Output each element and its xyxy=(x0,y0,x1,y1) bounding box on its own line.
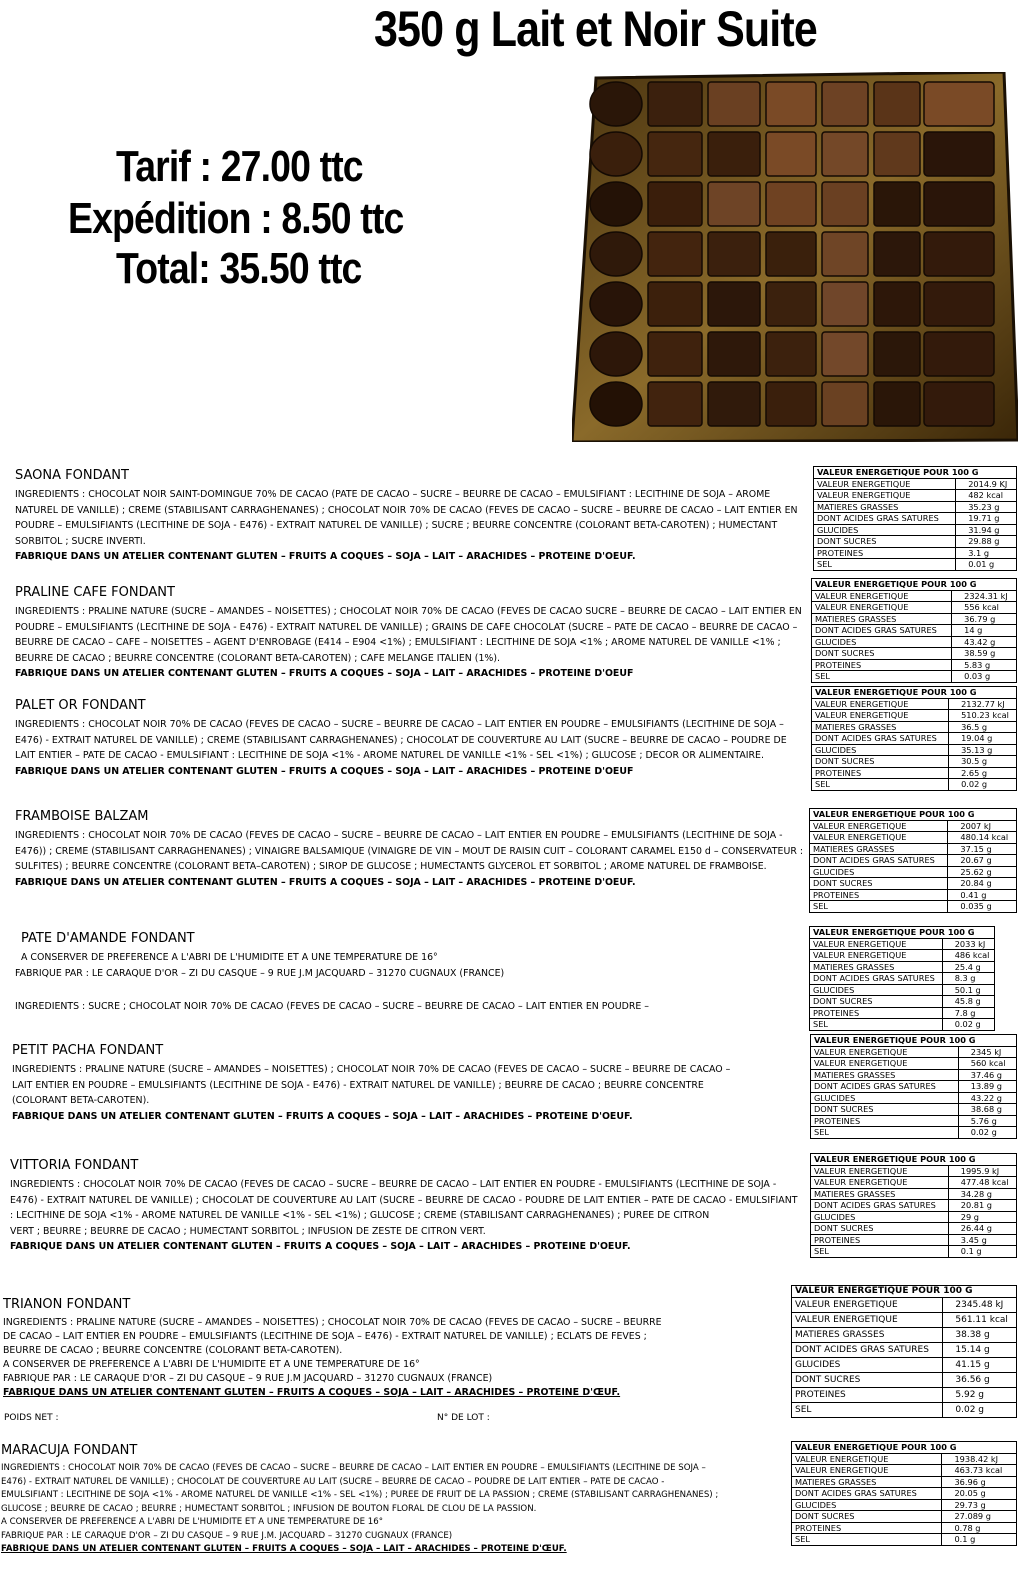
nutrition-header: VALEUR ENERGETIQUE POUR 100 G xyxy=(812,687,1017,699)
nutrient-label: MATIERES GRASSES xyxy=(810,843,948,855)
nutrition-header: VALEUR ENERGETIQUE POUR 100 G xyxy=(792,1286,1017,1298)
nutrient-value: 561.11 kcal xyxy=(943,1312,1017,1327)
nutrient-value: 25.62 g xyxy=(948,866,1017,878)
nutrient-value: 5.76 g xyxy=(958,1115,1016,1127)
nutrient-label: VALEUR ENERGETIQUE xyxy=(811,1046,959,1058)
nutrient-label: GLUCIDES xyxy=(810,984,943,996)
fabrique-par: FABRIQUE PAR : LE CARAQUE D'OR – ZI DU CASQUE – 9 RUE J.M JACQUARD – 31270 CUGNAUX (FRANCE) xyxy=(15,967,505,979)
nutrient-label: MATIERES GRASSES xyxy=(811,1069,959,1081)
product-name: SAONA FONDANT xyxy=(15,468,129,483)
nutrient-value: 15.14 g xyxy=(943,1342,1017,1357)
nutrient-value: 34.28 g xyxy=(948,1188,1016,1200)
nutrient-label: SEL xyxy=(812,671,952,683)
allergens: FABRIQUE DANS UN ATELIER CONTENANT GLUTEN – FRUITS A COQUES – SOJA – LAIT – ARACHIDES – PROTEINE D'ŒUF. xyxy=(1,1544,567,1554)
section-pate-amande xyxy=(15,931,805,1015)
nutrition-table-saona xyxy=(813,466,1017,571)
nutrient-label: DONT SUCRES xyxy=(812,756,949,768)
nutrient-value: 2007 kJ xyxy=(948,820,1017,832)
nutrient-label: DONT ACIDES GRAS SATURES xyxy=(792,1488,942,1500)
nutrient-label: SEL xyxy=(810,1019,943,1031)
conserve-note: A CONSERVER DE PREFERENCE A L'ABRI DE L'HUMIDITE ET A UNE TEMPERATURE DE 16° xyxy=(21,952,438,963)
nutrition-header: VALEUR ENERGETIQUE POUR 100 G xyxy=(810,809,1017,821)
nutrient-label: VALEUR ENERGETIQUE xyxy=(810,820,948,832)
ingredients: INGREDIENTS : CHOCOLAT NOIR SAINT-DOMINGUE 70% DE CACAO (PATE DE CACAO – SUCRE – BEURRE DE CACAO – EMULSIFIANT : LECITHINE DE SOJA – AROME NATUREL DE VANILLE) ; CREME (STABILISANT CARRAGHENANES) ; CHOCOLAT NOIR 70% DE CACAO (FEVES DE CACAO – SUCRE – BEURRE DE CACAO – LAIT ENTIER EN POUDRE – EMULSIFIANTS (LECITHINE DE SOJA - E476) - EXTRAIT NATUREL DE VANILLE) ; SUCRE ; BEURRE CONCENTRE (COLORANT BETA-CAROTEN) ; HUMECTANT SORBITOL ; SUCRE INVERTI. xyxy=(15,489,798,547)
nutrient-label: GLUCIDES xyxy=(811,1092,959,1104)
ingredients: INGREDIENTS : PRALINE NATURE (SUCRE – AMANDES – NOISETTES) ; CHOCOLAT NOIR 70% DE CACAO (FEVES DE CACAO – SUCRE – BEURRE DE CACAO – LAIT ENTIER EN POUDRE – EMULSIFIANTS (LECITHINE DE SOJA - E476) - EXTRAIT NATUREL DE VANILLE) ; BEURRE DE CACAO ; BEURRE CONCENTRE (COLORANT BETA-CAROTEN). xyxy=(12,1064,731,1107)
nutrient-label: DONT ACIDES GRAS SATURES xyxy=(792,1342,943,1357)
nutrient-label: SEL xyxy=(814,559,956,571)
nutrient-value: 463.73 kcal xyxy=(942,1465,1017,1477)
nutrient-value: 2345 kJ xyxy=(958,1046,1016,1058)
nutrient-label: PROTEINES xyxy=(811,1115,959,1127)
nutrition-header: VALEUR ENERGETIQUE POUR 100 G xyxy=(814,467,1017,479)
ingredients-continued: VERT ; BEURRE ; BEURRE DE CACAO ; HUMECTANT SORBITOL ; INFUSION DE ZESTE DE CITRON VERT. xyxy=(10,1225,486,1237)
nutrient-value: 31.94 g xyxy=(956,524,1017,536)
nutrient-label: DONT ACIDES GRAS SATURES xyxy=(812,625,952,637)
nutrition-table-palet-or xyxy=(811,686,1017,791)
section-petit-pacha xyxy=(12,1043,752,1124)
nutrient-value: 36.5 g xyxy=(949,721,1017,733)
product-name: MARACUJA FONDANT xyxy=(1,1443,138,1458)
nutrient-value: 0.41 g xyxy=(948,889,1017,901)
nutrient-label: DONT SUCRES xyxy=(792,1511,942,1523)
page-title: 350 g Lait et Noir Suite xyxy=(374,1,817,57)
nutrient-value: 36.79 g xyxy=(952,613,1017,625)
section-saona xyxy=(15,468,805,565)
nutrient-value: 3.45 g xyxy=(948,1234,1016,1246)
nutrient-value: 20.67 g xyxy=(948,855,1017,867)
nutrient-value: 30.5 g xyxy=(949,756,1017,768)
product-name: PRALINE CAFE FONDANT xyxy=(15,585,175,600)
ingredients: INGREDIENTS : PRALINE NATURE (SUCRE – AMANDES – NOISETTES) ; CHOCOLAT NOIR 70% DE CACAO (FEVES DE CACAO – SUCRE – BEURRE DE CACAO – LAIT ENTIER EN POUDRE – EMULSIFIANTS (LECITHINE DE SOJA – E476) - EXTRAIT NATUREL DE VANILLE) ; ECLATS DE FEVES ; BEURRE DE CACAO ; BEURRE CONCENTRE (COLORANT BETA-CAROTEN). xyxy=(3,1317,662,1356)
price-total: Total: 35.50 ttc xyxy=(116,244,362,293)
ingredients: INGREDIENTS : SUCRE ; CHOCOLAT NOIR 70% DE CACAO (FEVES DE CACAO – SUCRE – BEURRE DE CACAO – LAIT ENTIER EN POUDRE – xyxy=(15,1001,649,1013)
nutrient-value: 0.02 g xyxy=(942,1019,994,1031)
nutrient-label: PROTEINES xyxy=(812,659,952,671)
allergens: FABRIQUE DANS UN ATELIER CONTENANT GLUTEN – FRUITS A COQUES – SOJA – LAIT – ARACHIDES – PROTEINE D'OEUF xyxy=(15,765,634,777)
nutrient-label: VALEUR ENERGETIQUE xyxy=(814,490,956,502)
nutrient-label: VALEUR ENERGETIQUE xyxy=(814,478,956,490)
nutrient-value: 2033 kJ xyxy=(942,938,994,950)
nutrient-label: MATIERES GRASSES xyxy=(811,1188,949,1200)
nutrient-label: VALEUR ENERGETIQUE xyxy=(811,1058,959,1070)
nutrient-label: PROTEINES xyxy=(812,767,949,779)
nutrient-value: 5.92 g xyxy=(943,1387,1017,1402)
nutrient-value: 477.48 kcal xyxy=(948,1177,1016,1189)
nutrient-value: 2014.9 KJ xyxy=(956,478,1017,490)
nutrient-value: 35.13 g xyxy=(949,744,1017,756)
nutrient-value: 1938.42 kJ xyxy=(942,1453,1017,1465)
nutrient-label: VALEUR ENERGETIQUE xyxy=(812,602,952,614)
nutrient-value: 2.65 g xyxy=(949,767,1017,779)
nutrient-label: GLUCIDES xyxy=(792,1499,942,1511)
product-name: TRIANON FONDANT xyxy=(3,1297,131,1312)
section-praline-cafe xyxy=(15,585,805,682)
nutrition-table-trianon xyxy=(791,1285,1017,1418)
nutrient-label: SEL xyxy=(812,779,949,791)
product-name: PATE D'AMANDE FONDANT xyxy=(21,931,195,946)
allergens: FABRIQUE DANS UN ATELIER CONTENANT GLUTEN – FRUITS A COQUES – SOJA – LAIT – ARACHIDES – PROTEINE D'OEUF. xyxy=(15,876,636,888)
nutrition-header: VALEUR ENERGETIQUE POUR 100 G xyxy=(792,1442,1017,1454)
nutrition-header: VALEUR ENERGETIQUE POUR 100 G xyxy=(810,927,995,939)
nutrition-table-maracuja xyxy=(791,1441,1017,1546)
nutrient-value: 38.68 g xyxy=(958,1104,1016,1116)
conserve-note: A CONSERVER DE PREFERENCE A L'ABRI DE L'HUMIDITE ET A UNE TEMPERATURE DE 16° xyxy=(3,1359,420,1370)
product-name: PALET OR FONDANT xyxy=(15,698,146,713)
poids-net-label: POIDS NET : xyxy=(4,1413,59,1423)
nutrition-table-framboise xyxy=(809,808,1017,913)
nutrient-label: GLUCIDES xyxy=(792,1357,943,1372)
nutrient-label: PROTEINES xyxy=(792,1522,942,1534)
product-name: FRAMBOISE BALZAM xyxy=(15,809,149,824)
nutrient-label: VALEUR ENERGETIQUE xyxy=(812,710,949,722)
nutrient-label: PROTEINES xyxy=(814,547,956,559)
ingredients: INGREDIENTS : CHOCOLAT NOIR 70% DE CACAO (FEVES DE CACAO – SUCRE – BEURRE DE CACAO – LAIT ENTIER EN POUDRE - EMULSIFIANTS (LECITHINE DE SOJA - E476) - EXTRAIT NATUREL DE VANILLE) ; CHOCOLAT DE COUVERTURE AU LAIT (SUCRE – BEURRE DE CACAO - POUDRE DE LAIT ENTIER – PATE DE CACAO - EMULSIFIANT : LECITHINE DE SOJA <1% - AROME NATUREL DE VANILLE <1% - SEL <1%) ; GLUCOSE ; CREME (STABILISANT CARRAGHENANES) ; PUREE DE CITRON xyxy=(10,1179,798,1222)
ingredients: INGREDIENTS : CHOCOLAT NOIR 70% DE CACAO (FEVES DE CACAO – SUCRE – BEURRE DE CACAO – LAIT ENTIER EN POUDRE – EMULSIFIANTS (LECITHINE DE SOJA – E476) - EXTRAIT NATUREL DE VANILLE) ; CREME (STABILISANT CARRAGHENANES) ; CHOCOLAT DE COUVERTURE AU LAIT (SUCRE – BEURRE DE CACAO – POUDRE DE LAIT ENTIER – PATE DE CACAO - EMULSIFIANT : LECITHINE DE SOJA <1% - AROME NATUREL DE VANILLE <1% - SEL <1%) ; GLUCOSE ; DECOR OR ALIMENTAIRE. xyxy=(15,719,787,762)
nutrient-label: PROTEINES xyxy=(811,1234,949,1246)
nutrient-value: 0.035 g xyxy=(948,901,1017,913)
allergens: FABRIQUE DANS UN ATELIER CONTENANT GLUTEN – FRUITS A COQUES – SOJA – LAIT – ARACHIDES – PROTEINE D'OEUF xyxy=(15,668,634,680)
nutrition-table-petit-pacha xyxy=(810,1034,1017,1139)
nutrient-value: 38.38 g xyxy=(943,1327,1017,1342)
nutrient-value: 50.1 g xyxy=(942,984,994,996)
nutrient-value: 0.03 g xyxy=(952,671,1017,683)
nutrient-label: DONT ACIDES GRAS SATURES xyxy=(811,1081,959,1093)
nutrient-label: DONT SUCRES xyxy=(810,878,948,890)
nutrient-value: 556 kcal xyxy=(952,602,1017,614)
product-name: VITTORIA FONDANT xyxy=(10,1158,139,1173)
allergens: FABRIQUE DANS UN ATELIER CONTENANT GLUTEN – FRUITS A COQUES – SOJA – LAIT – ARACHIDES – PROTEINE D'OEUF. xyxy=(12,1110,633,1122)
nutrient-label: PROTEINES xyxy=(810,889,948,901)
nutrient-label: DONT ACIDES GRAS SATURES xyxy=(812,733,949,745)
nutrition-table-praline-cafe xyxy=(811,578,1017,683)
nutrient-value: 480.14 kcal xyxy=(948,832,1017,844)
nutrient-value: 20.81 g xyxy=(948,1200,1016,1212)
nutrient-label: MATIERES GRASSES xyxy=(792,1476,942,1488)
nutrient-value: 26.44 g xyxy=(948,1223,1016,1235)
nutrient-value: 29.73 g xyxy=(942,1499,1017,1511)
lot-label: N° DE LOT : xyxy=(437,1413,490,1423)
nutrient-value: 27.089 g xyxy=(942,1511,1017,1523)
ingredients: INGREDIENTS : CHOCOLAT NOIR 70% DE CACAO (FEVES DE CACAO – SUCRE – BEURRE DE CACAO – LAIT ENTIER EN POUDRE – EMULSIFIANTS (LECITHINE DE SOJA – E476) - EXTRAIT NATUREL DE VANILLE) ; CHOCOLAT DE COUVERTURE AU LAIT (SUCRE – BEURRE DE CACAO – POUDRE DE LAIT ENTIER – PATE DE CACAO - EMULSIFIANT : LECITHINE DE SOJA <1% - AROME NATUREL DE VANILLE <1% - SEL <1%) ; PUREE DE FRUIT DE LA PASSION ; CREME (STABILISANT CARRAGHENANES) ; GLUCOSE ; BEURRE DE CACAO ; BEURRE ; HUMECTANT SORBITOL ; INFUSION DE BOUTON FLORAL DE CLOU DE LA PASSION. xyxy=(1,1463,719,1514)
allergens: FABRIQUE DANS UN ATELIER CONTENANT GLUTEN – FRUITS A COQUES – SOJA – LAIT – ARACHIDES – PROTEINE D'ŒUF. xyxy=(3,1387,621,1398)
nutrient-value: 1995.9 kJ xyxy=(948,1165,1016,1177)
nutrient-value: 3.1 g xyxy=(956,547,1017,559)
nutrient-label: GLUCIDES xyxy=(812,744,949,756)
nutrient-value: 36.56 g xyxy=(943,1372,1017,1387)
nutrient-value: 2132.77 kJ xyxy=(949,698,1017,710)
nutrient-label: DONT ACIDES GRAS SATURES xyxy=(811,1200,949,1212)
nutrient-value: 43.42 g xyxy=(952,636,1017,648)
nutrient-value: 0.1 g xyxy=(948,1246,1016,1258)
nutrient-value: 510.23 kcal xyxy=(949,710,1017,722)
nutrient-label: PROTEINES xyxy=(810,1007,943,1019)
fabrique-par: FABRIQUE PAR : LE CARAQUE D'OR – ZI DU CASQUE – 9 RUE J.M. JACQUARD – 31270 CUGNAUX (FRANCE) xyxy=(1,1530,453,1541)
nutrient-label: DONT SUCRES xyxy=(811,1104,959,1116)
nutrient-label: SEL xyxy=(811,1246,949,1258)
product-name: PETIT PACHA FONDANT xyxy=(12,1043,164,1058)
nutrient-value: 25.4 g xyxy=(942,961,994,973)
ingredients: INGREDIENTS : PRALINE NATURE (SUCRE – AMANDES – NOISETTES) ; CHOCOLAT NOIR 70% DE CACAO (FEVES DE CACAO SUCRE – BEURRE DE CACAO – LAIT ENTIER EN POUDRE – EMULSIFIANTS (LECITHINE DE SOJA - E476) - EXTRAIT NATUREL DE VANILLE) ; GRAINS DE CAFE CHOCOLAT (SUCRE – PATE DE CACAO – BEURRE DE CACAO – BEURRE DE CACAO – CAFE – NOISETTES – AGENT D'ENROBAGE (E414 – E904 <1%) ; EMULSIFIANT : LECITHINE DE SOJA <1% ; AROME NATUREL DE VANILLE <1% ; BEURRE DE CACAO ; BEURRE CONCENTRE (COLORANT BETA-CAROTEN) ; CAFE MELANGE ITALIEN (1%). xyxy=(15,606,802,664)
nutrient-label: MATIERES GRASSES xyxy=(812,613,952,625)
ingredients: INGREDIENTS : CHOCOLAT NOIR 70% DE CACAO (FEVES DE CACAO – SUCRE – BEURRE DE CACAO – LAIT ENTIER EN POUDRE – EMULSIFIANTS (LECITHINE DE SOJA - E476)) ; CREME (STABILISANT CARRAGHENANES) ; VINAIGRE BALSAMIQUE (VINAIGRE DE VIN – MOUT DE RAISIN CUIT – COLORANT CARAMEL E150 d – CONSERVATEUR : SULFITES) ; BEURRE CONCENTRE (COLORANT BETA–CAROTEN) ; SIROP DE GLUCOSE ; HUMECTANTS GLYCEROL ET SORBITOL ; AROME NATUREL DE FRAMBOISE. xyxy=(15,830,803,873)
nutrient-value: 45.8 g xyxy=(942,996,994,1008)
nutrient-value: 19.04 g xyxy=(949,733,1017,745)
nutrient-value: 13.89 g xyxy=(958,1081,1016,1093)
nutrient-label: SEL xyxy=(811,1127,959,1139)
nutrient-value: 37.46 g xyxy=(958,1069,1016,1081)
nutrient-label: VALEUR ENERGETIQUE xyxy=(812,590,952,602)
nutrient-value: 36.96 g xyxy=(942,1476,1017,1488)
nutrient-label: DONT ACIDES GRAS SATURES xyxy=(810,855,948,867)
nutrient-value: 0.02 g xyxy=(949,779,1017,791)
nutrient-label: GLUCIDES xyxy=(814,524,956,536)
nutrient-value: 7.8 g xyxy=(942,1007,994,1019)
nutrient-value: 0.02 g xyxy=(958,1127,1016,1139)
nutrient-value: 19.71 g xyxy=(956,513,1017,525)
nutrient-value: 0.78 g xyxy=(942,1522,1017,1534)
nutrient-label: VALEUR ENERGETIQUE xyxy=(811,1165,949,1177)
nutrient-label: DONT SUCRES xyxy=(811,1223,949,1235)
nutrient-value: 41.15 g xyxy=(943,1357,1017,1372)
nutrient-label: GLUCIDES xyxy=(811,1211,949,1223)
nutrient-value: 37.15 g xyxy=(948,843,1017,855)
nutrient-label: VALEUR ENERGETIQUE xyxy=(810,950,943,962)
nutrient-label: MATIERES GRASSES xyxy=(810,961,943,973)
nutrient-value: 0.1 g xyxy=(942,1534,1017,1546)
nutrient-value: 8.3 g xyxy=(942,973,994,985)
nutrient-label: VALEUR ENERGETIQUE xyxy=(792,1453,942,1465)
nutrient-label: MATIERES GRASSES xyxy=(812,721,949,733)
conserve-note: A CONSERVER DE PREFERENCE A L'ABRI DE L'HUMIDITE ET A UNE TEMPERATURE DE 16° xyxy=(1,1517,384,1527)
nutrient-value: 35.23 g xyxy=(956,501,1017,513)
nutrient-label: MATIERES GRASSES xyxy=(814,501,956,513)
allergens: FABRIQUE DANS UN ATELIER CONTENANT GLUTEN – FRUITS A COQUES – SOJA – LAIT – ARACHIDES – PROTEINE D'OEUF. xyxy=(10,1241,631,1253)
nutrient-label: VALEUR ENERGETIQUE xyxy=(810,832,948,844)
nutrient-value: 14 g xyxy=(952,625,1017,637)
allergens: FABRIQUE DANS UN ATELIER CONTENANT GLUTEN – FRUITS A COQUES – SOJA – LAIT – ARACHIDES – PROTEINE D'OEUF. xyxy=(15,551,636,563)
nutrient-label: VALEUR ENERGETIQUE xyxy=(810,938,943,950)
nutrient-label: SEL xyxy=(792,1534,942,1546)
nutrient-label: VALEUR ENERGETIQUE xyxy=(812,698,949,710)
section-maracuja xyxy=(1,1443,721,1557)
nutrition-table-vittoria xyxy=(810,1153,1017,1258)
nutrient-value: 20.84 g xyxy=(948,878,1017,890)
nutrient-label: SEL xyxy=(810,901,948,913)
nutrient-label: VALEUR ENERGETIQUE xyxy=(792,1312,943,1327)
nutrient-value: 43.22 g xyxy=(958,1092,1016,1104)
nutrient-value: 0.01 g xyxy=(956,559,1017,571)
nutrient-label: GLUCIDES xyxy=(812,636,952,648)
nutrient-label: DONT SUCRES xyxy=(792,1372,943,1387)
nutrition-table-pate-amande xyxy=(809,926,995,1031)
nutrient-value: 20.05 g xyxy=(942,1488,1017,1500)
nutrient-value: 482 kcal xyxy=(956,490,1017,502)
nutrient-label: VALEUR ENERGETIQUE xyxy=(811,1177,949,1189)
nutrient-value: 29.88 g xyxy=(956,536,1017,548)
price-tarif: Tarif : 27.00 ttc xyxy=(116,142,363,191)
nutrition-header: VALEUR ENERGETIQUE POUR 100 G xyxy=(812,579,1017,591)
nutrient-label: DONT ACIDES GRAS SATURES xyxy=(810,973,943,985)
nutrient-label: DONT SUCRES xyxy=(810,996,943,1008)
section-vittoria xyxy=(10,1158,800,1255)
nutrient-label: PROTEINES xyxy=(792,1387,943,1402)
price-expedition: Expédition : 8.50 ttc xyxy=(68,194,404,243)
nutrient-label: MATIERES GRASSES xyxy=(792,1327,943,1342)
nutrient-label: VALEUR ENERGETIQUE xyxy=(792,1297,943,1312)
nutrient-value: 2324.31 kJ xyxy=(952,590,1017,602)
nutrient-value: 2345.48 kJ xyxy=(943,1297,1017,1312)
nutrient-label: DONT ACIDES GRAS SATURES xyxy=(814,513,956,525)
section-trianon xyxy=(3,1297,673,1400)
nutrition-header: VALEUR ENERGETIQUE POUR 100 G xyxy=(811,1154,1017,1166)
nutrient-value: 0.02 g xyxy=(943,1402,1017,1417)
nutrient-value: 560 kcal xyxy=(958,1058,1016,1070)
nutrient-label: DONT SUCRES xyxy=(814,536,956,548)
nutrition-header: VALEUR ENERGETIQUE POUR 100 G xyxy=(811,1035,1017,1047)
nutrient-label: DONT SUCRES xyxy=(812,648,952,660)
section-framboise xyxy=(15,809,805,890)
nutrient-label: GLUCIDES xyxy=(810,866,948,878)
nutrient-value: 5.83 g xyxy=(952,659,1017,671)
nutrient-label: VALEUR ENERGETIQUE xyxy=(792,1465,942,1477)
nutrient-label: SEL xyxy=(792,1402,943,1417)
nutrient-value: 486 kcal xyxy=(942,950,994,962)
nutrient-value: 29 g xyxy=(948,1211,1016,1223)
nutrient-value: 38.59 g xyxy=(952,648,1017,660)
chocolate-box-photo xyxy=(572,72,1018,442)
section-palet-or xyxy=(15,698,805,779)
fabrique-par: FABRIQUE PAR : LE CARAQUE D'OR – ZI DU CASQUE – 9 RUE J.M JACQUARD – 31270 CUGNAUX (FRANCE) xyxy=(3,1373,493,1384)
